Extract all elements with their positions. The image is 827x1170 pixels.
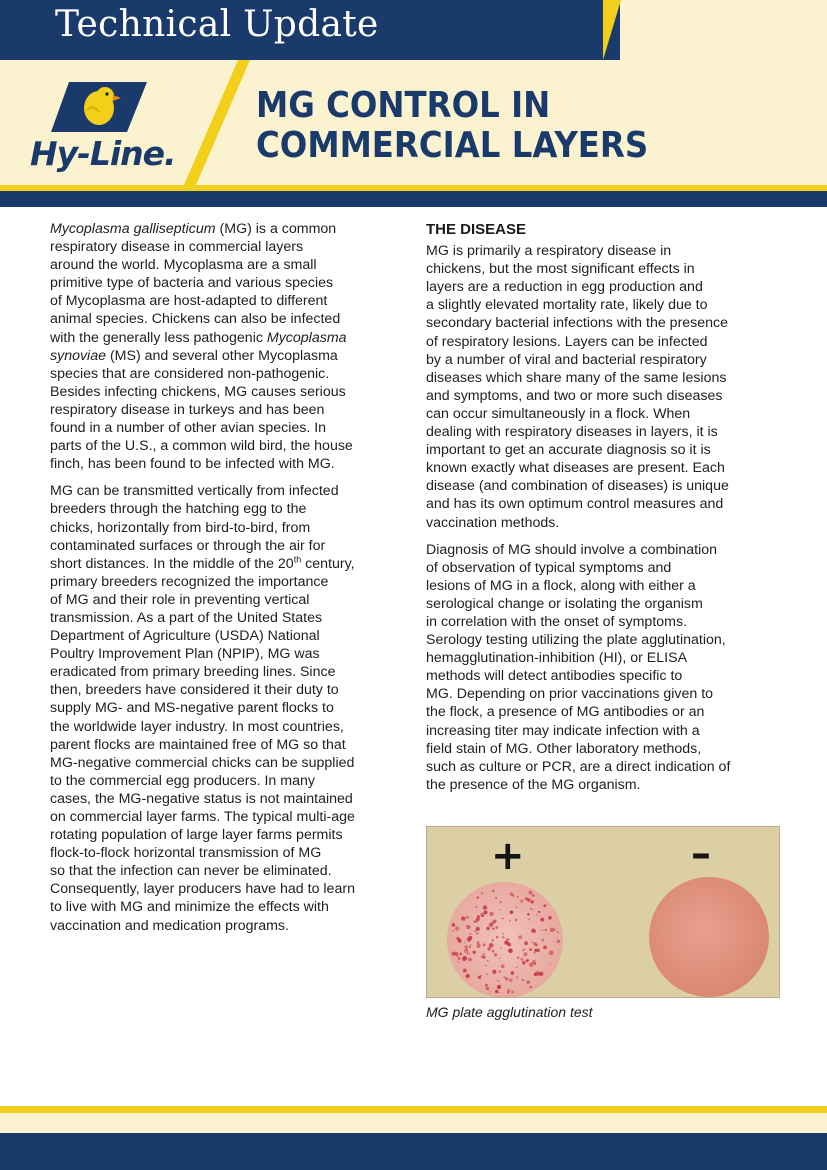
agglutination-speck <box>452 952 456 956</box>
agglutination-speck <box>524 941 528 945</box>
diagnosis-paragraph: Diagnosis of MG should involve a combination of observation of typical symptoms and lesions of MG in a flock, along with either a serological change or isolating the organism in correlation with the onset of symptoms. Serology testing utilizing the plate agglutination, hemagglutination-inhibition (HI), or ELISA methods will detect antibodies specific to MG. Depending on prior vaccinations given to the flock, a presence of MG antibodies or an increasing titer may indicate infection with a field stain of MG. Other laboratory methods, such as culture or PCR, are a direct indication of the presence of the MG organism. <box>426 541 731 793</box>
agglutination-speck <box>511 991 513 993</box>
agglutination-speck <box>460 953 462 955</box>
title-line-1: MG CONTROL IN <box>256 85 551 126</box>
agglutination-speck <box>522 949 524 951</box>
agglutination-speck <box>523 952 527 956</box>
agglutination-speck <box>487 947 490 950</box>
agglutination-speck <box>492 890 494 892</box>
intro-paragraph: Mycoplasma gallisepticum (MG) is a common respiratory disease in commercial layers around the world. Mycoplasma are a small primitive type of bacteria and various species of Mycoplasma are host-adapted to different animal species. Chickens can also be infected with the generally less pathogenic Mycoplasma synoviae (MS) and several other Mycoplasma species that are considered non-pathogenic. Besides infecting chickens, MG causes serious respiratory disease in turkeys and has been found in a number of other avian species. In parts of the U.S., a common wild bird, the house finch, has been found to be infected with MG. <box>50 221 353 473</box>
agglutination-speck <box>508 939 510 941</box>
agglutination-speck <box>518 935 522 939</box>
agglutination-speck <box>470 933 472 935</box>
agglutination-speck <box>535 943 538 946</box>
agglutination-speck <box>455 927 459 931</box>
agglutination-speck <box>503 937 505 939</box>
agglutination-speck <box>505 977 506 978</box>
agglutination-speck <box>485 984 488 987</box>
header-navy-rule <box>0 191 827 207</box>
agglutination-speck <box>548 916 552 920</box>
agglutination-speck <box>476 927 480 931</box>
agglutination-speck <box>532 960 536 964</box>
agglutination-speck <box>483 905 487 909</box>
agglutination-speck <box>502 918 504 920</box>
agglutination-speck <box>529 986 532 989</box>
agglutination-speck <box>458 957 461 960</box>
agglutination-speck <box>492 928 494 930</box>
agglutination-speck <box>492 939 494 941</box>
footer-navy-band <box>0 1133 827 1170</box>
agglutination-speck <box>476 897 478 899</box>
page-title <box>256 86 648 166</box>
agglutination-speck <box>522 961 526 965</box>
agglutination-speck <box>509 979 512 982</box>
agglutination-speck <box>502 936 503 937</box>
disease-paragraph: MG is primarily a respiratory disease in chickens, but the most significant effects in layers are a reduction in egg production and a slightly elevated mortality rate, likely due to secondary bacterial infections with the presence of respiratory lesions. Layers can be infected by a number of viral and bacterial respiratory diseases which share many of the same lesions and symptoms, and two or more such diseases can occur simultaneously in a flock. When dealing with respiratory diseases in layers, it is important to get an accurate diagnosis so it is known exactly what diseases are present. Each disease (and combination of diseases) is unique and has its own optimum control measures and vaccination methods. <box>426 243 729 531</box>
agglutination-speck <box>495 897 497 899</box>
transmission-paragraph: MG can be transmitted vertically from infected breeders through the hatching egg to the chicks, horizontally from bird-to-bird, from contaminated surfaces or through the air for short distances. In the middle of the 20th century, primary breeders recognized the importance of MG and their role in preventing vertical transmission. As a part of the United States Department of Agriculture (USDA) National Poultry Improvement Plan (NPIP), MG was eradicated from primary breeding lines. Since then, breeders have considered it their duty to supply MG- and MS-negative parent flocks to the worldwide layer industry. In most countries, parent flocks are maintained free of MG so that MG-negative commercial chicks can be supplied to the commercial egg producers. In many cases, the MG-negative status is not maintained on commercial layer farms. The typical multi-age rotating population of large layer farms permits flock-to-flock horizontal transmission of MG so that the infection can never be eliminated. Consequently, layer producers have had to learn to live with MG and minimize the effects with vaccination and medication programs. <box>50 483 355 934</box>
agglutination-speck <box>489 923 493 927</box>
agglutination-speck <box>544 904 547 907</box>
agglutination-speck <box>497 980 499 982</box>
agglutination-speck <box>457 961 459 963</box>
agglutination-speck <box>464 945 468 949</box>
agglutination-speck <box>509 948 510 949</box>
agglutination-speck <box>509 920 511 922</box>
agglutination-speck <box>532 894 535 897</box>
agglutination-speck <box>539 972 543 976</box>
agglutination-speck <box>477 944 481 948</box>
agglutination-speck <box>466 916 469 919</box>
agglutination-speck <box>477 915 480 918</box>
agglutination-speck <box>550 928 555 933</box>
agglutination-speck <box>476 906 478 908</box>
agglutination-speck <box>453 930 455 932</box>
agglutination-speck <box>549 950 554 955</box>
agglutination-speck <box>522 979 524 981</box>
agglutination-speck <box>500 901 502 903</box>
agglutination-speck <box>452 923 455 926</box>
agglutination-speck <box>541 939 544 942</box>
footer-cream-band <box>0 1113 827 1133</box>
agglutination-speck <box>467 925 471 929</box>
agglutination-speck <box>492 950 495 953</box>
agglutination-speck <box>529 948 532 951</box>
agglutination-speck <box>485 965 486 966</box>
agglutination-speck <box>528 919 530 921</box>
agglutination-speck <box>499 970 501 972</box>
title-line-2: COMMERCIAL LAYERS <box>256 125 649 166</box>
agglutination-speck <box>538 911 540 913</box>
agglutination-speck <box>549 963 550 964</box>
agglutination-speck <box>486 987 489 990</box>
agglutination-speck <box>489 943 494 948</box>
agglutination-speck <box>516 906 518 908</box>
agglutination-speck <box>503 976 505 978</box>
agglutination-speck <box>524 949 526 951</box>
agglutination-speck <box>499 992 500 993</box>
agglutination-speck <box>470 944 471 945</box>
agglutination-speck <box>516 976 518 978</box>
agglutination-speck <box>501 964 505 968</box>
agglutination-speck <box>477 941 480 944</box>
section-heading-the-disease: THE DISEASE <box>426 221 527 238</box>
agglutination-speck <box>473 951 476 954</box>
agglutination-speck <box>468 936 472 940</box>
agglutination-speck <box>490 912 494 916</box>
agglutination-speck <box>478 976 481 979</box>
agglutination-speck <box>464 949 468 953</box>
agglutination-plates-icon <box>427 827 779 997</box>
agglutination-speck <box>468 958 472 962</box>
agglutination-speck <box>507 992 509 994</box>
agglutination-speck <box>474 930 476 932</box>
agglutination-speck <box>499 958 501 960</box>
agglutination-speck <box>467 953 468 954</box>
agglutination-speck <box>492 970 496 974</box>
agglutination-speck <box>500 947 501 948</box>
agglutination-speck <box>528 891 532 895</box>
agglutination-speck <box>527 981 530 984</box>
agglutination-speck <box>536 914 538 916</box>
footer-gold-rule <box>0 1106 827 1113</box>
agglutination-speck <box>507 943 511 947</box>
agglutination-speck <box>480 913 484 917</box>
agglutination-speck <box>527 898 531 902</box>
agglutination-speck <box>487 960 489 962</box>
negative-symbol: – <box>691 831 711 877</box>
agglutination-speck <box>526 959 529 962</box>
agglutination-speck <box>464 942 466 944</box>
agglutination-speck <box>495 990 498 993</box>
agglutination-speck <box>463 969 467 973</box>
agglutination-speck <box>497 985 501 989</box>
agglutination-speck <box>534 949 536 951</box>
agglutination-speck <box>540 918 544 922</box>
agglutination-speck <box>490 991 491 992</box>
agglutination-speck <box>557 940 560 943</box>
agglutination-speck <box>531 929 535 933</box>
agglutination-speck <box>502 933 504 935</box>
agglutination-speck <box>531 900 534 903</box>
agglutination-speck <box>456 954 459 957</box>
agglutination-speck <box>456 937 459 940</box>
agglutination-speck <box>486 973 487 974</box>
right-column <box>426 220 786 803</box>
banner-title: Technical Update <box>55 4 379 45</box>
agglutination-speck <box>530 908 532 910</box>
agglutination-speck <box>478 918 480 920</box>
agglutination-speck <box>527 913 530 916</box>
figure-caption: MG plate agglutination test <box>426 1004 593 1020</box>
agglutination-speck <box>466 974 470 978</box>
agglutination-speck <box>542 930 543 931</box>
agglutination-speck <box>510 892 514 896</box>
agglutination-speck <box>531 942 533 944</box>
agglutination-speck <box>481 955 484 958</box>
agglutination-speck <box>507 989 510 992</box>
agglutination-speck <box>486 927 490 931</box>
agglutination-speck <box>510 910 514 914</box>
agglutination-speck <box>494 953 498 957</box>
agglutination-speck <box>468 953 469 954</box>
agglutination-speck <box>517 896 519 898</box>
agglutination-speck <box>476 932 478 934</box>
agglutination-speck <box>473 921 475 923</box>
agglutination-speck <box>545 929 547 931</box>
agglutination-speck <box>481 892 483 894</box>
left-column <box>50 220 405 944</box>
agglutination-speck <box>511 971 515 975</box>
agglutination-speck <box>469 946 472 949</box>
agglutination-speck <box>496 936 498 938</box>
logo-wordmark: Hy-Line. <box>30 134 176 173</box>
agglutination-speck <box>500 909 501 910</box>
agglutination-speck <box>534 952 536 954</box>
positive-symbol: + <box>491 833 525 879</box>
agglutination-speck <box>461 916 465 920</box>
agglutination-speck <box>543 946 547 950</box>
agglutination-speck <box>515 919 517 921</box>
agglutination-speck <box>557 931 559 933</box>
agglutination-speck <box>520 958 523 961</box>
agglutination-speck <box>520 900 523 903</box>
agglutination-speck <box>554 929 556 931</box>
agglutination-speck <box>517 957 519 959</box>
agglutination-speck <box>462 958 466 962</box>
agglutination-speck <box>483 944 486 947</box>
agglutination-test-photo <box>426 826 780 998</box>
agglutination-speck <box>495 926 498 929</box>
agglutination-speck <box>516 967 517 968</box>
agglutination-speck <box>534 973 537 976</box>
